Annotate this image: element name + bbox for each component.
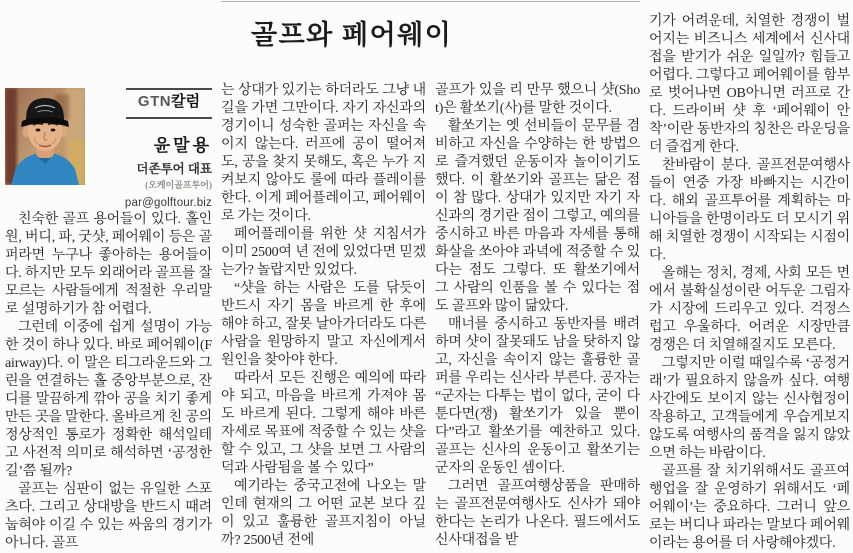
article-paragraph: “샷을 하는 사람은 도를 닦듯이 반드시 자기 몸을 바르게 한 후에 해야 하고, 잘못 날아가더라도 다른 사람을 원망하지 말고 자신에게서 원인을 찾아야 한다.: [221, 281, 426, 368]
article-paragraph: 따라서 모든 진행은 예의에 따라야 되고, 마음을 바르게 가져야 몸도 바르게 된다. 그렇게 해야 바른 자세로 목표에 적중할 수 있는 샷을 할 수 있고, 그 샷을 보면 그 사람의 덕과 사람됨을 볼 수 있다”: [221, 371, 426, 476]
author-photo-illustration: [5, 88, 85, 185]
article-paragraph: 그렇지만 이럴 때일수록 ‘공정거래’가 필요하지 않을까 싶다. 여행사간에도 보이지 않는 신사협정이 작용하고, 고객들에게 우습게보지 않도록 여행사의 품격을 잃지 않았으면 하는 바람이다.: [649, 356, 850, 461]
badge-gtn-label: GTN: [137, 93, 172, 110]
article-paragraph: 활쏘기는 옛 선비들이 문무를 겸비하고 자신을 수양하는 한 방법으로 즐겨했던 운동이자 놀이이기도 했다. 이 활쏘기와 골프는 닮은 점이 참 많다. 상대가 있지만 자기 자신과의 경기란 점이 그렇고, 예의를 중시하고 바른 마음과 자세를 통해 화살을 쏘아야 과녁에 적중할 수 있다는 점도 그렇다. 또 활쏘기에서 그 사람의 인품을 볼 수 있다는 점도 골프와 많이 닮았다.: [435, 119, 640, 314]
article-paragraph: 골프가 있을 리 만무 했으니 샷(Shot)은 활쏘기(사)를 말한 것이다.: [435, 83, 640, 116]
article-paragraph: 매너를 중시하고 동반자를 배려하며 샷이 잘못돼도 남을 탓하지 않고, 자신을 속이지 않는 훌륭한 골퍼를 우리는 신사라 부른다. 공자는 “군자는 다투는 법이 없다, 굳이 다툰다면(쟁) 활쏘기가 있을 뿐이다”라고 활쏘기를 예찬하고 있다. 골프는 신사의 운동이고 활쏘기는 군자의 운동인 셈이다.: [435, 317, 640, 476]
column-2: [221, 82, 426, 550]
article-paragraph: 기가 어려운데, 치열한 경쟁이 벌어지는 비즈니스 세계에서 신사대접을 받기가 쉬운 일일까? 힘들고 어렵다. 그렇다고 페어웨이를 함부로 벗어나면 OB아니면 러프로 간다. 드라이버 샷 후 ‘페어웨이 안착’이란 동반자의 칭찬은 라운딩을 더 즐겁게 한다.: [649, 14, 850, 155]
article-paragraph: 찬바람이 분다. 골프전문여행사들이 연중 가장 바빠지는 시간이다. 해외 골프투어를 계획하는 마니아들을 한명이라도 더 모시기 위해 치열한 경쟁이 시작되는 시점이다.: [649, 158, 850, 263]
column-4: [649, 0, 850, 551]
gtn-column-badge: [126, 88, 212, 119]
author-role: 더존투어 대표: [136, 161, 212, 176]
article-paragraph: 올해는 정치, 경제, 사회 모든 면에서 불확실성이란 어두운 그림자가 시장에 드리우고 있다. 걱정스럽고 우울하다. 어려운 시장만큼 경쟁은 더 치열해질지도 모른다.: [649, 266, 850, 353]
badge-column-label: 칼럼: [171, 94, 201, 110]
article-paragraph: 골프를 잘 치기위해서도 골프여행업을 잘 운영하기 위해서도 ‘페어웨이’는 중요하다. 그러니 앞으로는 버디나 파라는 말보다 페어웨이라는 용어를 더 사랑해야겠다.: [649, 464, 850, 551]
author-email: par@golftour.biz: [124, 196, 212, 209]
article-paragraph: 는 상대가 있기는 하더라도 그냥 내 길을 가면 그만이다. 자기 자신과의 경기이니 성숙한 골퍼는 자신을 속이지 않는다. 러프에 공이 떨어져도, 공을 찾지 못해도, 혹은 누가 지켜보지 않아도 룰에 따라 플레이를 한다. 이게 페어플레이고, 페어웨이로 가는 것이다.: [221, 83, 426, 224]
author-name: 윤말용: [153, 135, 212, 155]
article-paragraph: 그런데 이중에 쉽게 설명이 가능한 것이 하나 있다. 바로 페어웨이(Fairway)다. 이 말은 티그라운드와 그린을 연결하는 홀 중앙부분으로, 잔디를 말끔하게 깎아 공을 치기 좋게 만든 곳을 말한다. 올바르게 친 공의 정상적인 통로가 정확한 해석일테고 사전적 의미로 해석하면 ‘공정한 길’쯤 될까?: [5, 320, 212, 479]
column-3: [435, 82, 640, 550]
author-photo: [5, 88, 85, 185]
article-header: [221, 2, 640, 82]
byline-block: [5, 88, 212, 209]
author-company: (오케이골프투어): [145, 179, 212, 190]
byline-info: [93, 88, 212, 209]
article-paragraph: 친숙한 골프 용어들이 있다. 홀인원, 버디, 파, 굿샷, 페어웨이 등은 골퍼라면 누구나 좋아하는 용어들이다. 하지만 모두 외래어라 골프를 잘 모르는 사람들에게 적절한 우리말로 설명하기가 참 어렵다.: [5, 212, 212, 317]
article-paragraph: 페어플레이를 위한 샷 지침서가 이미 2500여 년 전에 있었다면 믿겠는가? 놀랍지만 있었다.: [221, 227, 426, 278]
column-1: [5, 0, 212, 551]
article-middle-section: [221, 0, 640, 548]
article-title: 골프와 페어웨이: [251, 20, 453, 50]
article-paragraph: 골프는 심판이 없는 유일한 스포츠다. 그리고 상대방을 반드시 때려 눕혀야 이길 수 있는 싸움의 경기가 아니다. 골프: [5, 482, 212, 551]
article-paragraph: 그러면 골프여행상품을 판매하는 골프전문여행사도 신사가 돼야 한다는 논리가 나온다. 필드에서도 신사대접을 받: [435, 479, 640, 548]
article-paragraph: 예기라는 중국고전에 나오는 말인데 현재의 그 어떤 교본 보다 깊이 있고 훌륭한 골프지침이 아닐까? 2500년 전에: [221, 479, 426, 548]
